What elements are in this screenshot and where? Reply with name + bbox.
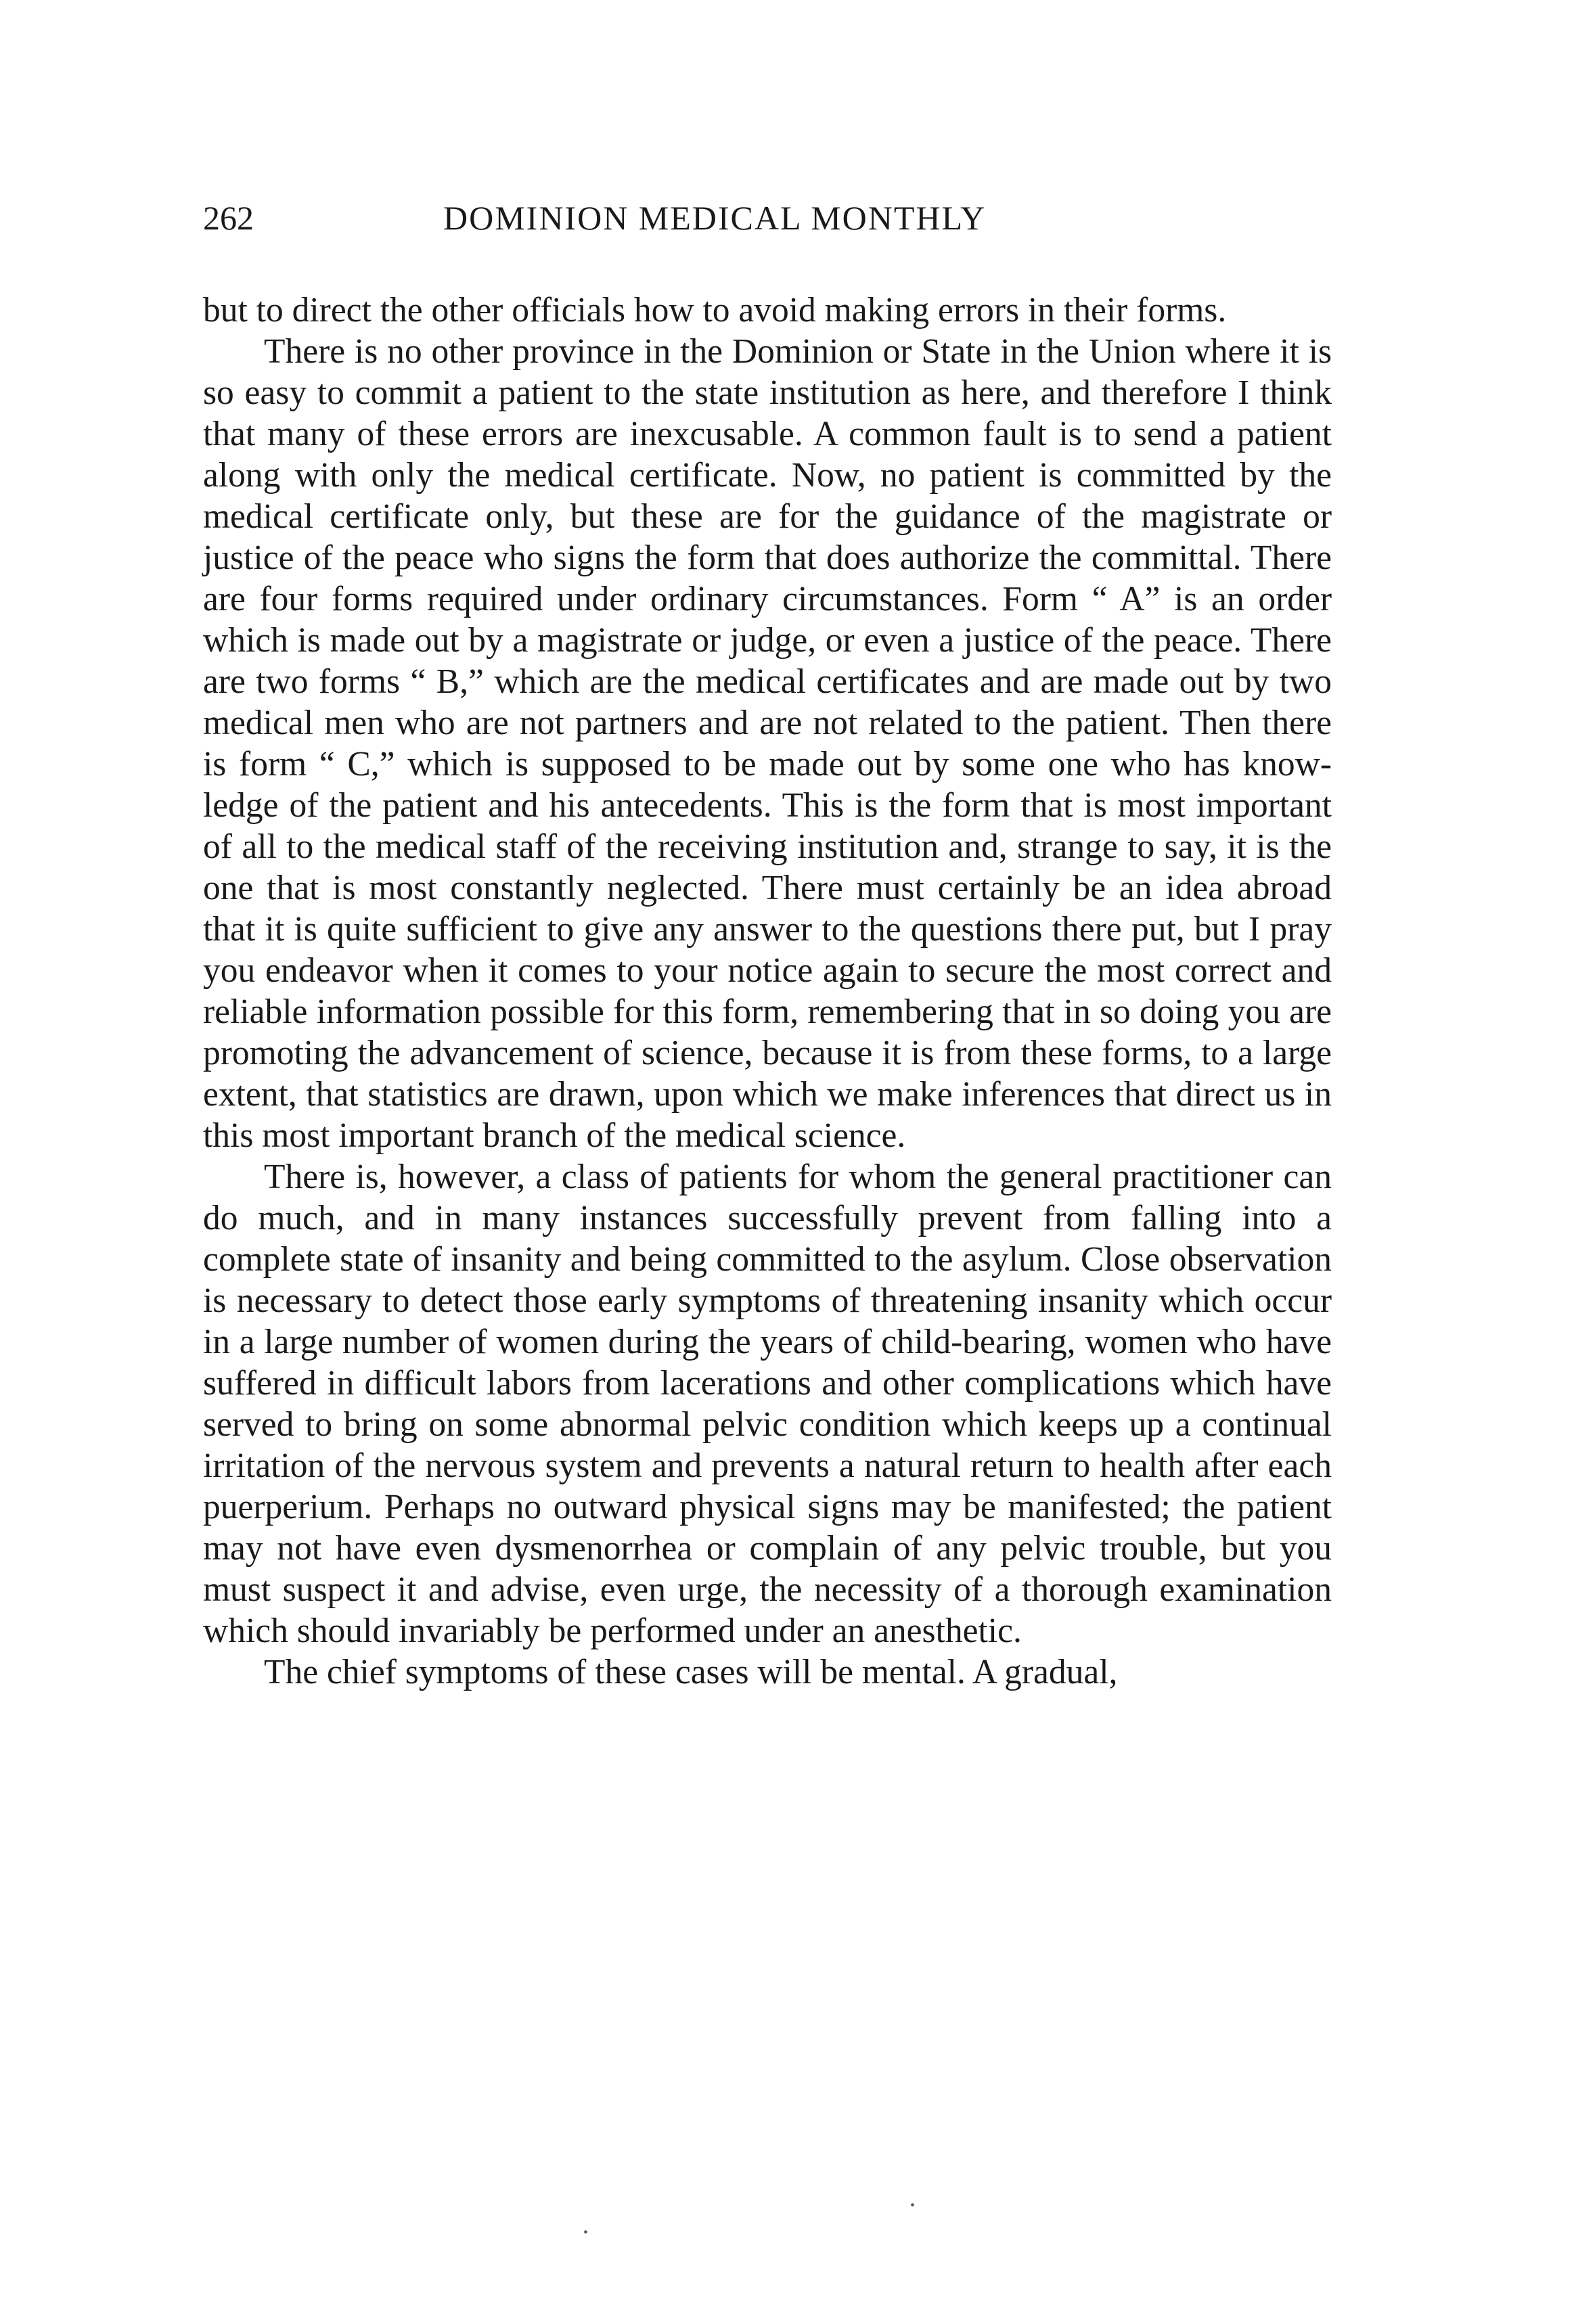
paragraph-continuation: but to direct the other officials how to avoid making errors in their forms. — [203, 291, 1227, 329]
paragraph-chief-symptoms: The chief symptoms of these cases will be mental. A gradual, — [264, 1653, 1118, 1691]
page-header — [203, 198, 1340, 238]
page-number: 262 — [203, 199, 254, 237]
scan-speck: • — [910, 2198, 916, 2213]
paragraph-committal-forms: There is no other province in the Dominion or State in the Union where it is so easy to commit a patient to the state institution as here, and therefore I think that many of these errors are inexcusable. A common fault is to send a patient along with only the medical certificate. Now, no patient is committed by the medical certificate only, but these are for the guidance of the magistrate or justice of the peace who signs the form that does authorize the committal. There are four forms required under ordinary circumstances. Form “ A” is an order which is made out by a magistrate or judge, or even a justice of the peace. There are two forms “ B,” which are the medical certificates and are made out by two medical men who are not partners and are not related to the patient. Then there is form “ C,” which is supposed to be made out by some one who has knowledge of the patient and his antecedents. This is the form that is most important of all to the medical staff of the receiving institution and, strange to say, it is the one that is most constantly neglected. There must certainly be an idea abroad that it is quite sufficient to give any answer to the questions there put, but I pray you endeavor when it comes to your notice again to secure the most correct and reliable information possible for this form, remembering that in so doing you are promoting the advancement of science, because it is from these forms, to a large extent, that statistics are drawn, upon which we make inferences that direct us in this most important branch of the medical science. — [203, 332, 1332, 1155]
running-title: DOMINION MEDICAL MONTHLY — [443, 199, 987, 237]
article-body — [203, 290, 1332, 1693]
paragraph-general-practitioner: There is, however, a class of patients for whom the general practitioner can do much, and in many instances successfully prevent from falling into a complete state of insanity and being committed to the asylum. Close observation is necessary to detect those early symptoms of threatening insanity which occur in a large number of women during the years of child-bearing, women who have suffered in difficult labors from lacerations and other complications which have served to bring on some abnormal pelvic condition which keeps up a continual irritation of the nervous system and prevents a natural return to health after each puerperium. Perhaps no outward physical signs may be manifested; the patient may not have even dysmenorrhea or complain of any pelvic trouble, but you must suspect it and advise, even urge, the necessity of a thorough examination which should invariably be performed under an anesthetic. — [203, 1158, 1332, 1650]
scan-speck: • — [583, 2225, 589, 2240]
